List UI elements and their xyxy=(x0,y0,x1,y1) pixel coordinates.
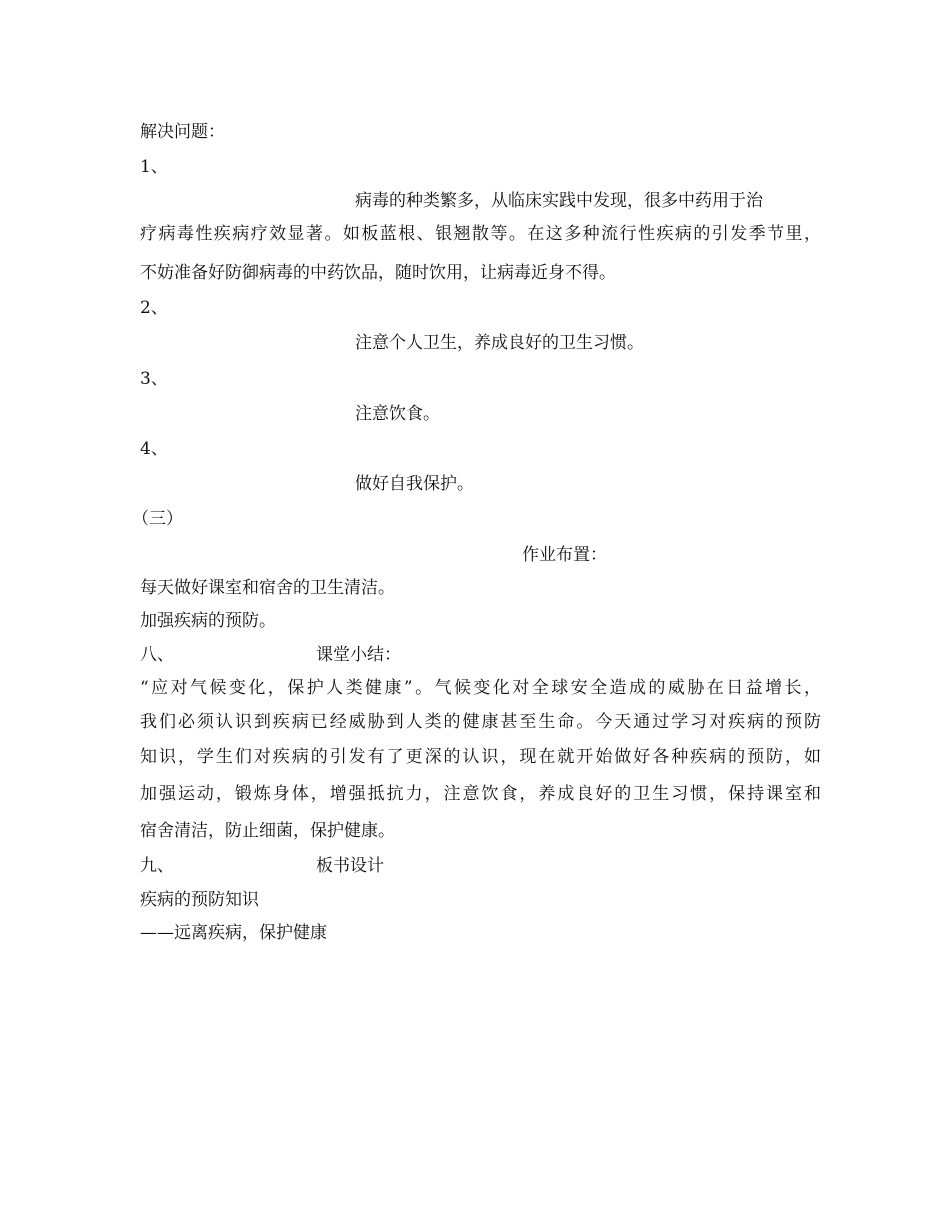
section-3-line-1: 每天做好课室和宿舍的卫生清洁。 xyxy=(140,578,395,598)
item-2-line-1: 注意个人卫生，养成良好的卫生习惯。 xyxy=(355,333,644,353)
section-8-line-1: “应对气候变化，保护人类健康”。气候变化对全球安全造成的威胁在日益增长， xyxy=(140,678,821,698)
item-3-number: 3、 xyxy=(140,369,168,389)
item-1-line-3: 不妨准备好防御病毒的中药饮品，随时饮用，让病毒近身不得。 xyxy=(140,263,616,283)
section-9-title: 板书设计 xyxy=(316,856,384,876)
item-1-line-2: 疗病毒性疾病疗效显著。如板蓝根、银翘散等。在这多种流行性疾病的引发季节里， xyxy=(140,224,821,244)
item-1-line-1: 病毒的种类繁多，从临床实践中发现，很多中药用于治 xyxy=(355,191,763,211)
section-8-line-5: 宿舍清洁，防止细菌，保护健康。 xyxy=(140,821,395,841)
section-8-line-3: 知识，学生们对疾病的引发有了更深的认识，现在就开始做好各种疾病的预防，如 xyxy=(140,747,821,767)
section-8-line-2: 我们必须认识到疾病已经威胁到人类的健康甚至生命。今天通过学习对疾病的预防 xyxy=(140,712,821,732)
section-8-number: 八、 xyxy=(140,645,174,665)
section-3-number: （三） xyxy=(132,509,183,529)
solve-heading: 解决问题： xyxy=(140,122,225,142)
item-3-line-1: 注意饮食。 xyxy=(355,404,440,424)
section-9-line-2: ——远离疾病，保护健康 xyxy=(140,923,327,943)
item-2-number: 2、 xyxy=(140,298,168,318)
section-9-line-1: 疾病的预防知识 xyxy=(140,890,259,910)
item-1-number: 1、 xyxy=(140,157,168,177)
section-9-number: 九、 xyxy=(140,856,174,876)
item-4-number: 4、 xyxy=(140,439,168,459)
item-4-line-1: 做好自我保护。 xyxy=(355,474,474,494)
section-3-line-2: 加强疾病的预防。 xyxy=(140,611,276,631)
section-8-line-4: 加强运动，锻炼身体，增强抵抗力，注意饮食，养成良好的卫生习惯，保持课室和 xyxy=(140,784,821,804)
section-8-title: 课堂小结： xyxy=(316,645,401,665)
section-3-title: 作业布置： xyxy=(522,545,607,565)
